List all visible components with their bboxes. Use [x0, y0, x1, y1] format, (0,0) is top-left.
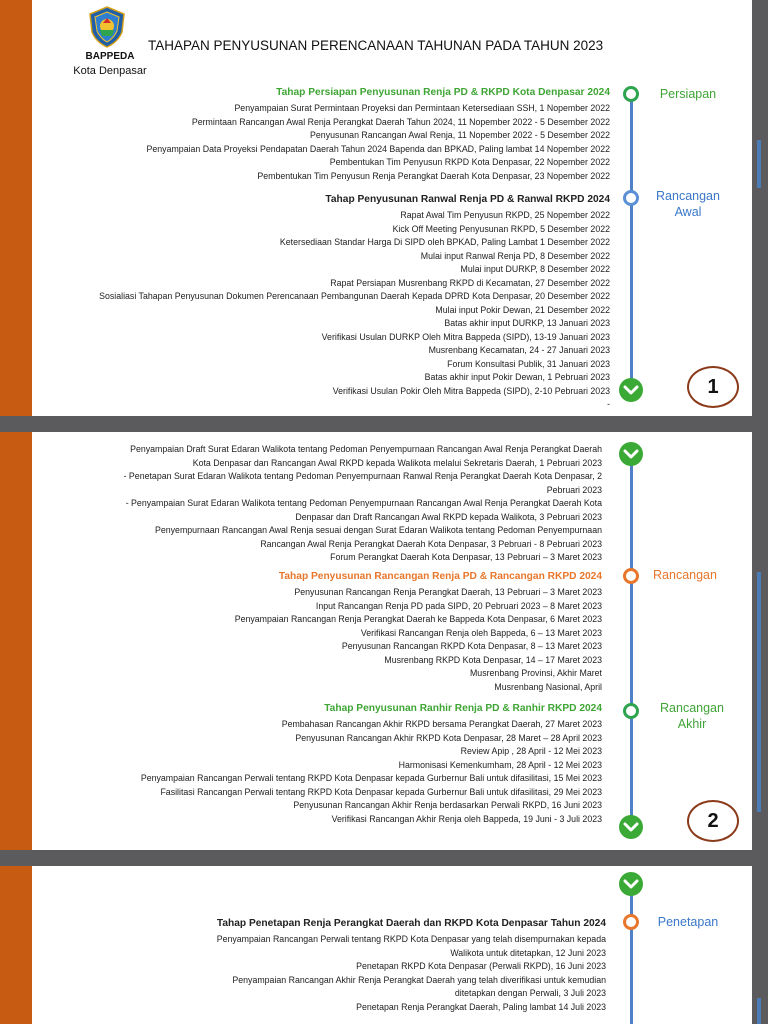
timeline-node-rancangan-akhir [623, 703, 639, 719]
phase-rancangan-awal-line1: Rancangan [656, 189, 720, 203]
panel-2 [0, 432, 768, 850]
phase-penetapan: Penetapan [657, 915, 719, 929]
list-item: Penyampaian Rancangan Renja Perangkat Daerah ke Bappeda Kota Denpasar, 6 Maret 2023 [234, 614, 602, 624]
list-item: Kota Denpasar dan Rancangan Awal RKPD kepada Walikota melalui Sekretaris Daerah, 1 Pebruari 2023 [192, 457, 602, 468]
list-item: Sosialiasi Tahapan Penyusunan Dokumen Perencanaan Pembangunan Daerah Kepada DPRD Kota Denpasar, 20 Desember 2022 [99, 291, 610, 301]
page-title: TAHAPAN PENYUSUNAN PERENCANAAN TAHUNAN PADA TAHUN 2023 [148, 38, 604, 53]
section-ranwal [99, 191, 610, 412]
list-item: Verifikasi Rancangan Akhir Renja oleh Bappeda, 19 Juni - 3 Juli 2023 [331, 813, 602, 824]
phase-rancangan-akhir-line1: Rancangan [660, 701, 724, 715]
list-item: Penyusunan Rancangan RKPD Kota Denpasar, 8 – 13 Maret 2023 [341, 641, 602, 651]
org-name: BAPPEDA [85, 51, 135, 62]
section-heading: Tahap Penetapan Renja Perangkat Daerah dan RKPD Kota Denpasar Tahun 2024 [216, 918, 606, 929]
right-strip [752, 432, 768, 850]
list-item: - [607, 399, 610, 409]
list-item: Penyusunan Rancangan Awal Renja, 11 Nopember 2022 - 5 Desember 2022 [310, 130, 610, 140]
phase-rancangan: Rancangan [653, 568, 717, 582]
section-heading: Tahap Persiapan Penyusunan Renja PD & RKPD Kota Denpasar 2024 [276, 87, 610, 98]
side-link-bar [757, 572, 761, 812]
list-item: Pembentukan Tim Penyusun RKPD Kota Denpasar, 22 Nopember 2022 [329, 157, 610, 167]
phase-rancangan-awal [648, 188, 728, 220]
list-item: Ketersediaan Standar Harga Di SIPD oleh BPKAD, Paling Lambat 1 Desember 2022 [279, 237, 610, 247]
list-item: Penyampaian Data Proyeksi Pendapatan Daerah Tahun 2024 Bapenda dan BPKAD, Paling lambat 14 Nopember 2022 [146, 143, 610, 154]
list-item: Pembentukan Tim Penyusun Renja Perangkat Daerah Kota Denpasar, 23 Nopember 2022 [257, 170, 610, 181]
left-accent-strip [0, 866, 32, 1024]
list-item: - Penetapan Surat Edaran Walikota tentang Pedoman Penyempurnaan Ranwal Renja Perangkat Daerah Kota Denpasar, 2 [123, 471, 602, 481]
left-accent-strip [0, 432, 32, 850]
page-badge-2: 2 [687, 800, 739, 842]
list-item: Input Rancangan Renja PD pada SIPD, 20 Pebruari 2023 – 8 Maret 2023 [315, 600, 602, 611]
timeline-line [630, 94, 633, 390]
left-accent-strip [0, 0, 32, 416]
panel-3 [0, 866, 768, 1024]
list-item: Penyampaian Rancangan Perwali tentang RKPD Kota Denpasar yang telah disempurnakan kepada [216, 934, 606, 944]
timeline-node-rancangan [623, 568, 639, 584]
list-item: Penyusunan Rancangan Renja Perangkat Daerah, 13 Pebruari – 3 Maret 2023 [294, 587, 602, 597]
list-item: Pebruari 2023 [546, 484, 602, 495]
list-item: Musrenbang Nasional, April [494, 681, 602, 692]
timeline-chevron-down-icon [619, 815, 643, 839]
list-item: Penyampaian Draft Surat Edaran Walikota tentang Pedoman Penyempurnaan Rancangan Awal Renja Perangkat Daerah [130, 444, 602, 454]
list-item: Kick Off Meeting Penyusunan RKPD, 5 Desember 2022 [392, 223, 610, 234]
side-link-bar [757, 998, 761, 1024]
list-item: Penyampaian Rancangan Akhir Renja Perangkat Daerah yang telah diverifikasi untuk kemudian [232, 974, 606, 985]
list-item: Verifikasi Usulan DURKP Oleh Mitra Bappeda (SIPD), 13-19 Januari 2023 [321, 331, 610, 342]
list-item: Penyampaian Surat Permintaan Proyeksi dan Permintaan Ketersediaan SSH, 1 Nopember 2022 [234, 103, 610, 113]
list-item: Forum Konsultasi Publik, 31 Januari 2023 [447, 358, 610, 369]
list-item: Verifikasi Rancangan Renja oleh Bappeda, 6 – 13 Maret 2023 [360, 627, 602, 638]
side-link-bar [757, 140, 761, 188]
list-item: Musrenbang Provinsi, Akhir Maret [469, 668, 602, 678]
list-item: Mulai input DURKP, 8 Desember 2022 [460, 264, 610, 274]
list-item: Batas akhir input Pokir Dewan, 1 Pebruari 2023 [424, 372, 610, 382]
timeline-chevron-down-icon [619, 442, 643, 466]
list-item: Pembahasan Rancangan Akhir RKPD bersama Perangkat Daerah, 27 Maret 2023 [281, 719, 602, 729]
section-rancangan [235, 568, 602, 694]
list-item: Review Apip , 28 April - 12 Mei 2023 [460, 746, 602, 756]
phase-rancangan-akhir [652, 700, 732, 732]
section-ranhir [141, 700, 602, 826]
list-item: Batas akhir input DURKP, 13 Januari 2023 [444, 318, 610, 328]
timeline-node-penetapan [623, 914, 639, 930]
list-item: Mulai input Pokir Dewan, 21 Desember 2022 [435, 304, 610, 315]
list-item: Verifikasi Usulan Pokir Oleh Mitra Bappeda (SIPD), 2-10 Pebruari 2023 [332, 385, 610, 396]
bappeda-logo-icon [88, 6, 126, 48]
org-city: Kota Denpasar [73, 65, 147, 77]
right-strip [752, 0, 768, 416]
list-item: Penetapan Renja Perangkat Daerah, Paling lambat 14 Juli 2023 [356, 1001, 606, 1012]
list-item: Rancangan Awal Renja Perangkat Daerah Kota Denpasar, 3 Pebruari - 8 Pebruari 2023 [260, 538, 602, 549]
org-label [60, 50, 160, 78]
section-persiapan [147, 84, 610, 183]
list-item: Rapat Persiapan Musrenbang RKPD di Kecamatan, 27 Desember 2022 [330, 277, 610, 288]
phase-persiapan: Persiapan [659, 87, 717, 101]
list-item: Mulai input Ranwal Renja PD, 8 Desember 2022 [420, 250, 610, 261]
right-strip [752, 866, 768, 1024]
list-item: Penyusunan Rancangan Akhir Renja berdasarkan Perwali RKPD, 16 Juni 2023 [293, 800, 602, 810]
section-heading: Tahap Penyusunan Ranhir Renja PD & Ranhir RKPD 2024 [324, 703, 602, 714]
list-item: Penyampaian Rancangan Perwali tentang RKPD Kota Denpasar kepada Gurbernur Bali untuk difasilitasi, 15 Mei 2023 [140, 773, 602, 783]
timeline-chevron-down-icon [619, 378, 643, 402]
section-lanjutan-ranwal [124, 443, 602, 565]
section-penetapan [217, 915, 606, 1014]
list-item: Penyusunan Rancangan Akhir RKPD Kota Denpasar, 28 Maret – 28 April 2023 [295, 732, 602, 743]
timeline-line [630, 884, 633, 1024]
section-heading: Tahap Penyusunan Rancangan Renja PD & Rancangan RKPD 2024 [278, 571, 602, 582]
list-item: Musrenbang RKPD Kota Denpasar, 14 – 17 Maret 2023 [384, 654, 602, 665]
list-item: Forum Perangkat Daerah Kota Denpasar, 13 Pebruari – 3 Maret 2023 [330, 552, 602, 562]
list-item: Harmonisasi Kemenkumham, 28 April - 12 Mei 2023 [398, 759, 602, 770]
list-item: Penyempurnaan Rancangan Awal Renja sesuai dengan Surat Edaran Walikota tentang Pedoman Penyempurnaan [155, 525, 602, 535]
list-item: ditetapkan dengan Perwali, 3 Juli 2023 [454, 988, 606, 998]
list-item: Fasilitasi Rancangan Perwali tentang RKPD Kota Denpasar kepada Gurbernur Bali untuk difasilitasi, 29 Mei 2023 [160, 786, 602, 797]
phase-rancangan-awal-line2: Awal [674, 205, 702, 219]
list-item: Denpasar dan Draft Rancangan Awal RKPD kepada Walikota, 3 Pebruari 2023 [295, 511, 602, 522]
list-item: Permintaan Rancangan Awal Renja Perangkat Daerah Tahun 2024, 11 Nopember 2022 - 5 Desember 2022 [191, 116, 610, 127]
timeline-line [630, 452, 633, 826]
list-item: Penetapan RKPD Kota Denpasar (Perwali RKPD), 16 Juni 2023 [356, 961, 606, 971]
panel-1 [0, 0, 768, 416]
section-heading: Tahap Penyusunan Ranwal Renja PD & Ranwal RKPD 2024 [325, 194, 610, 205]
list-item: Walikota untuk ditetapkan, 12 Juni 2023 [450, 947, 606, 958]
page-badge-1: 1 [687, 366, 739, 408]
list-item: - Penyampaian Surat Edaran Walikota tentang Pedoman Penyempurnaan Rancangan Awal Renja Perangkat Daerah Kota [125, 498, 602, 508]
list-item: Musrenbang Kecamatan, 24 - 27 Januari 2023 [428, 345, 610, 355]
phase-rancangan-akhir-line2: Akhir [677, 717, 707, 731]
list-item: Rapat Awal Tim Penyusun RKPD, 25 Nopember 2022 [400, 210, 610, 220]
timeline-node-rancangan-awal [623, 190, 639, 206]
timeline-node-persiapan [623, 86, 639, 102]
timeline-chevron-down-icon [619, 872, 643, 896]
